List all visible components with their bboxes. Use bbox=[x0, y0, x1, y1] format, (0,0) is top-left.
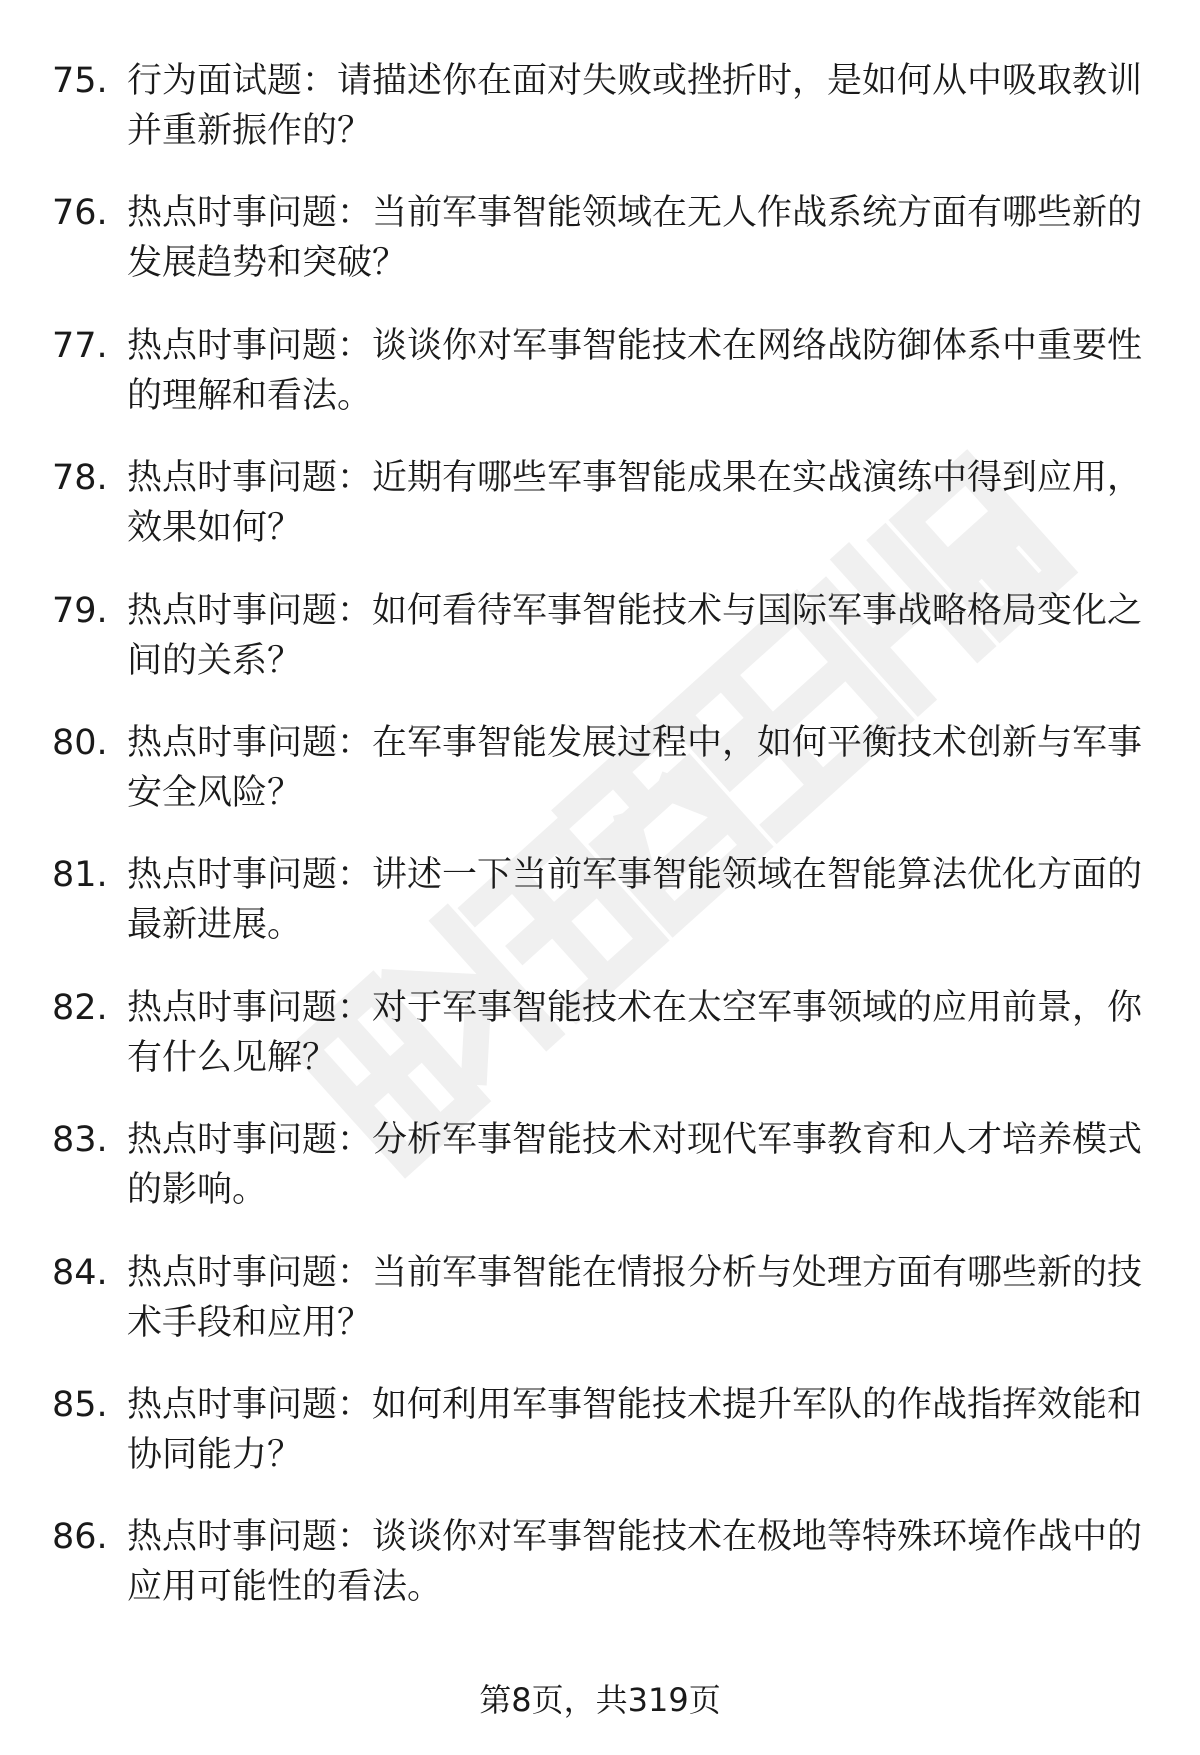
question-number: 78. bbox=[52, 458, 108, 499]
question-text: 热点时事问题：如何看待军事智能技术与国际军事战略格局变化之间的关系？ bbox=[127, 590, 1143, 681]
question-number: 75. bbox=[52, 61, 108, 101]
question-number: 76. bbox=[52, 193, 108, 234]
question-item bbox=[52, 586, 1142, 718]
question-text: 热点时事问题：分析军事智能技术对现代军事教育和人才培养模式的影响。 bbox=[127, 1120, 1143, 1211]
question-item bbox=[52, 718, 1142, 850]
question-number: 83. bbox=[52, 1120, 108, 1161]
question-item bbox=[52, 321, 1142, 453]
question-text: 热点时事问题：如何利用军事智能技术提升军队的作战指挥效能和协同能力？ bbox=[127, 1384, 1143, 1475]
question-text: 热点时事问题：当前军事智能在情报分析与处理方面有哪些新的技术手段和应用？ bbox=[127, 1252, 1143, 1343]
question-number: 86. bbox=[52, 1517, 108, 1558]
question-list bbox=[52, 56, 1142, 1645]
question-item bbox=[52, 1115, 1142, 1247]
question-text: 热点时事问题：谈谈你对军事智能技术在极地等特殊环境作战中的应用可能性的看法。 bbox=[127, 1517, 1143, 1608]
question-number: 84. bbox=[52, 1252, 108, 1293]
question-text: 热点时事问题：对于军事智能技术在太空军事领域的应用前景，你有什么见解？ bbox=[127, 987, 1143, 1078]
question-number: 77. bbox=[52, 325, 108, 366]
question-item bbox=[52, 1380, 1142, 1512]
question-number: 82. bbox=[52, 987, 108, 1028]
question-text: 热点时事问题：当前军事智能领域在无人作战系统方面有哪些新的发展趋势和突破？ bbox=[127, 193, 1143, 284]
question-number: 81. bbox=[52, 855, 108, 896]
question-item bbox=[52, 983, 1142, 1115]
question-text: 热点时事问题：在军事智能发展过程中，如何平衡技术创新与军事安全风险？ bbox=[127, 722, 1143, 813]
question-item bbox=[52, 1248, 1142, 1380]
question-text: 热点时事问题：谈谈你对军事智能技术在网络战防御体系中重要性的理解和看法。 bbox=[127, 325, 1143, 416]
question-number: 85. bbox=[52, 1384, 108, 1425]
question-text: 热点时事问题：近期有哪些军事智能成果在实战演练中得到应用，效果如何？ bbox=[127, 458, 1143, 549]
question-item bbox=[52, 453, 1142, 585]
question-text: 热点时事问题：讲述一下当前军事智能领域在智能算法优化方面的最新进展。 bbox=[127, 855, 1143, 946]
question-item bbox=[52, 850, 1142, 982]
question-text: 行为面试题：请描述你在面对失败或挫折时，是如何从中吸取教训并重新振作的？ bbox=[127, 61, 1143, 151]
question-item bbox=[52, 188, 1142, 320]
question-item bbox=[52, 1512, 1142, 1644]
page-number-footer: 第8页，共319页 bbox=[479, 1681, 721, 1719]
question-item bbox=[52, 56, 1142, 188]
question-number: 79. bbox=[52, 590, 108, 631]
question-number: 80. bbox=[52, 722, 108, 763]
